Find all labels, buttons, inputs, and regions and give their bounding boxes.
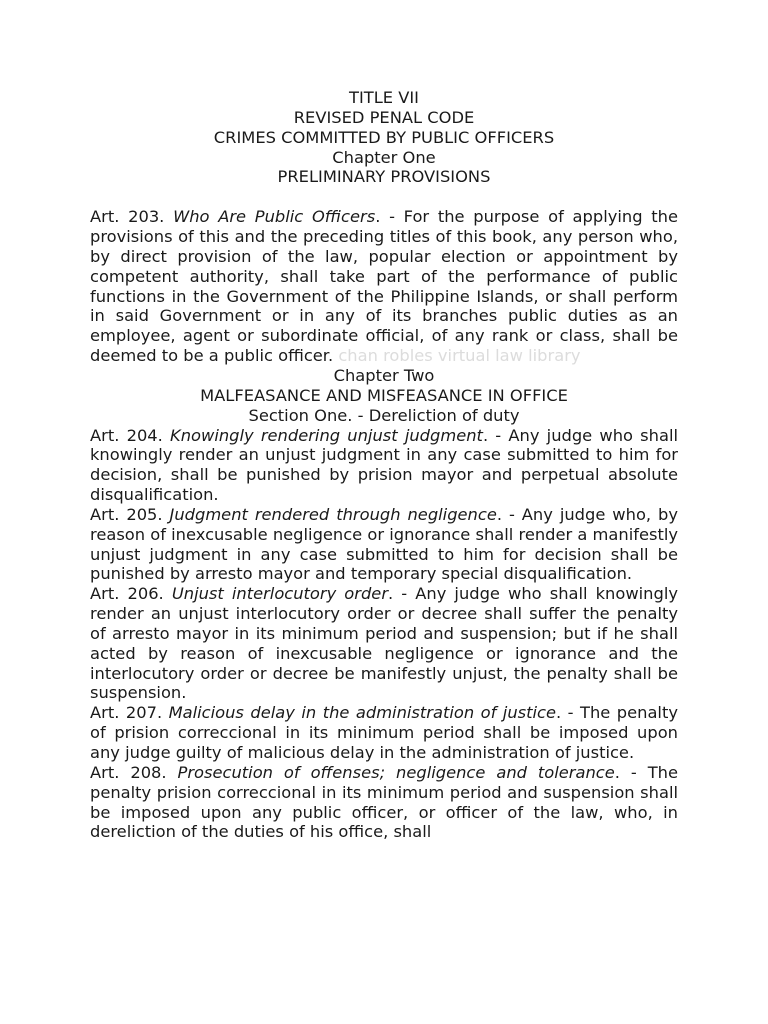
article-208 <box>90 763 678 842</box>
article-title: Prosecution of offenses; negligence and tolerance <box>177 762 615 782</box>
article-body: . - For the purpose of applying the provisions of this and the preceding titles of this book, any person who, by direct provision of the law, popular election or appointment by competent authority, shall take part of the performance of public functions in the Government of the Philippine Islands, or shall perform in said Government or in any of its branches public duties as an employee, agent or subordinate official, of any rank or class, shall be deemed to be a public officer. <box>90 207 678 366</box>
article-204 <box>90 426 678 505</box>
article-number: Art. 208. <box>90 762 178 782</box>
subject-heading: CRIMES COMMITTED BY PUBLIC OFFICERS <box>213 127 555 147</box>
article-body: . - Any judge who, by reason of inexcusable negligence or ignorance shall render a manifestly unjust judgment in any case submitted to him for decision shall be punished by arresto mayor and temporary special disqualification. <box>90 504 678 584</box>
article-body: . - The penalty of prision correccional in its minimum period shall be imposed upon any judge guilty of malicious delay in the administration of justice. <box>90 703 678 762</box>
watermark-text: chan robles virtual law library <box>338 346 581 366</box>
article-body: . - Any judge who shall knowingly render an unjust judgment in any case submitted to him for decision, shall be punished by prision mayor and perpetual absolute disqualification. <box>90 425 679 505</box>
article-title: Knowingly rendering unjust judgment <box>170 425 483 445</box>
chapter-two-heading: Chapter Two <box>333 365 435 385</box>
article-title: Who Are Public Officers <box>173 207 376 227</box>
chapter-two-title: MALFEASANCE AND MISFEASANCE IN OFFICE <box>200 385 568 405</box>
chapter-title-heading: PRELIMINARY PROVISIONS <box>277 167 491 187</box>
article-title: Unjust interlocutory order <box>171 584 389 604</box>
title-heading: TITLE VII <box>349 88 419 107</box>
article-203 <box>90 207 678 366</box>
article-body: . - Any judge who shall knowingly render an unjust interlocutory order or decree shall suffer the penalty of arresto mayor in its minimum period and suspension; but if he shall acted by reason of inexcusable negligence or ignorance and the interlocutory order or decree be manifestly unjust, the penalty shall be suspension. <box>90 584 678 703</box>
article-206 <box>90 584 678 703</box>
chapter-heading: Chapter One <box>332 147 436 167</box>
code-heading: REVISED PENAL CODE <box>293 107 475 127</box>
article-title: Malicious delay in the administration of justice <box>168 703 557 723</box>
document-header <box>90 88 678 187</box>
blank-line <box>90 187 678 207</box>
article-number: Art. 206. <box>90 584 172 604</box>
article-number: Art. 203. <box>90 207 174 227</box>
article-body: . - The penalty prision correccional in its minimum period and suspension shall be imposed upon any public officer, or officer of the law, who, in dereliction of the duties of his office, shall <box>90 762 678 842</box>
article-number: Art. 207. <box>90 703 169 723</box>
article-number: Art. 205. <box>90 504 170 524</box>
section-one-heading: Section One. - Dereliction of duty <box>248 405 520 425</box>
article-205 <box>90 505 678 584</box>
article-207 <box>90 703 678 763</box>
article-title: Judgment rendered through negligence <box>169 504 497 524</box>
article-number: Art. 204. <box>90 425 171 445</box>
